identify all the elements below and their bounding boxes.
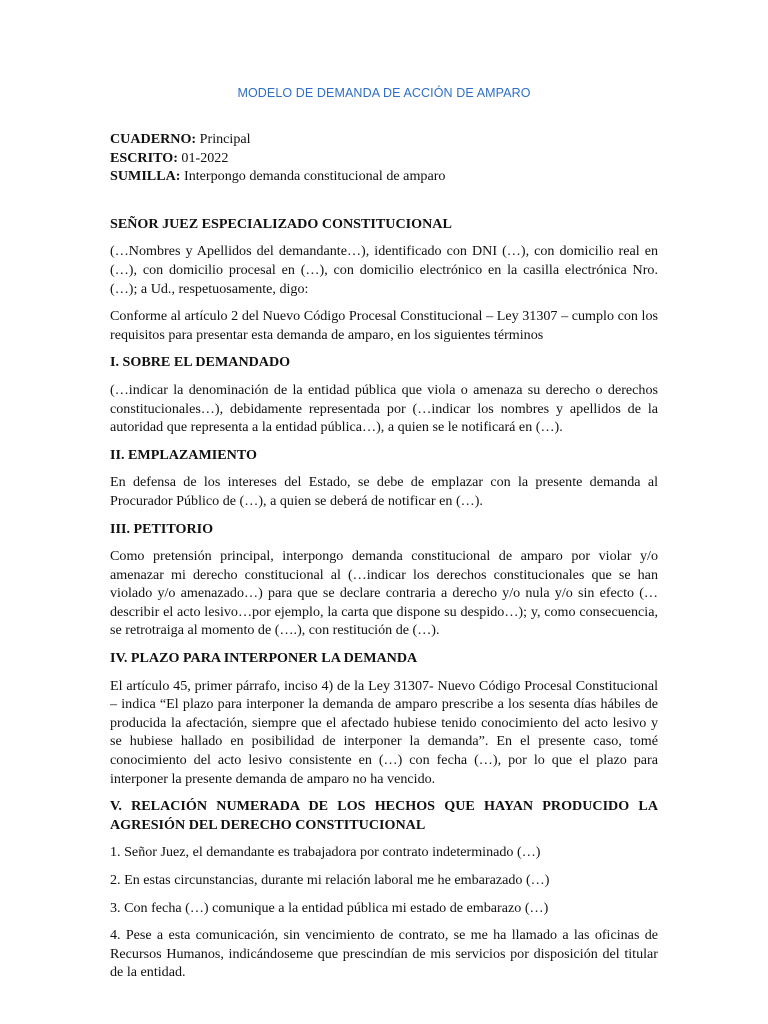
- escrito-line: [110, 149, 658, 168]
- hecho-item-1: 1. Señor Juez, el demandante es trabajadora por contrato indeterminado (…): [110, 844, 541, 861]
- cuaderno-label: CUADERNO:: [110, 131, 197, 147]
- sumilla-value: Interpongo demanda constitucional de amparo: [184, 168, 446, 185]
- conforme-paragraph: Conforme al artículo 2 del Nuevo Código Procesal Constitucional – Ley 31307 – cumplo con los requisitos para presentar esta demanda de amparo, en los siguientes términos: [110, 308, 658, 343]
- section-heading-petitorio: III. PETITORIO: [110, 520, 214, 537]
- document-body: [110, 130, 658, 982]
- sumilla-label: SUMILLA:: [110, 168, 181, 185]
- sumilla-line: [110, 167, 658, 186]
- cuaderno-line: [110, 130, 658, 149]
- intro-paragraph: (…Nombres y Apellidos del demandante…), identificado con DNI (…), con domicilio real en (…), con domicilio procesal en (…), con domicilio electrónico en la casilla electrónica Nro. (…); a Ud., respetuosamente, digo:: [110, 243, 658, 297]
- section-heading-demandado: I. SOBRE EL DEMANDADO: [110, 354, 291, 371]
- section-body-plazo: El artículo 45, primer párrafo, inciso 4) de la Ley 31307- Nuevo Código Procesal Constitucional – indica “El plazo para interponer la demanda de amparo prescribe a los sesenta días hábiles de producida la afectación, siempre que el afectado hubiese tenido conocimiento del acto lesivo y se hubiese hallado en posibilidad de interponer la demanda”. En el presente caso, tomé conocimiento del acto lesivo consistente en (…) con fecha (…), por lo que el plazo para interponer la presente demanda de amparo no ha vencido.: [110, 677, 658, 787]
- cuaderno-value: Principal: [199, 131, 251, 147]
- hecho-item-2: 2. En estas circunstancias, durante mi relación laboral me he embarazado (…): [110, 872, 550, 888]
- hecho-item-4: 4. Pese a esta comunicación, sin vencimiento de contrato, se me ha llamado a las oficinas de Recursos Humanos, indicándoseme que prescindían de mis servicios por disposición del titular de la entidad.: [110, 927, 658, 981]
- escrito-label: ESCRITO:: [110, 149, 178, 166]
- section-heading-emplazamiento: II. EMPLAZAMIENTO: [110, 446, 257, 463]
- section-body-demandado: (…indicar la denominación de la entidad pública que viola o amenaza su derecho o derechos constitucionales…), debidamente representada por (…indicar los nombres y apellidos de la autoridad que representa a la entidad pública…), a quien se le notificará en (…).: [110, 381, 658, 436]
- addressee-heading: SEÑOR JUEZ ESPECIALIZADO CONSTITUCIONAL: [110, 215, 452, 232]
- hecho-item-3: 3. Con fecha (…) comunique a la entidad pública mi estado de embarazo (…): [110, 899, 549, 916]
- document-title: MODELO DE DEMANDA DE ACCIÓN DE AMPARO: [237, 86, 531, 100]
- section-heading-plazo: IV. PLAZO PARA INTERPONER LA DEMANDA: [110, 650, 418, 667]
- escrito-value: 01-2022: [181, 149, 229, 166]
- section-body-petitorio: Como pretensión principal, interpongo demanda constitucional de amparo por violar y/o amenazar mi derecho constitucional al (…indicar los derechos constitucionales que se han violado y/o amenazado…) para que se declare contraria a derecho y/o nula y/o sin efecto (…describir el acto lesivo…por ejemplo, la carta que dispone su despido…); y, como consecuencia, se retrotraiga al momento de (….), con restitución de (…).: [110, 548, 658, 639]
- section-heading-hechos: V. RELACIÓN NUMERADA DE LOS HECHOS QUE HAYAN PRODUCIDO LA AGRESIÓN DEL DERECHO CONSTITUCIONAL: [110, 798, 658, 833]
- section-body-emplazamiento: En defensa de los intereses del Estado, se debe de emplazar con la presente demanda al Procurador Público de (…), a quien se deberá de notificar en (…).: [110, 474, 658, 509]
